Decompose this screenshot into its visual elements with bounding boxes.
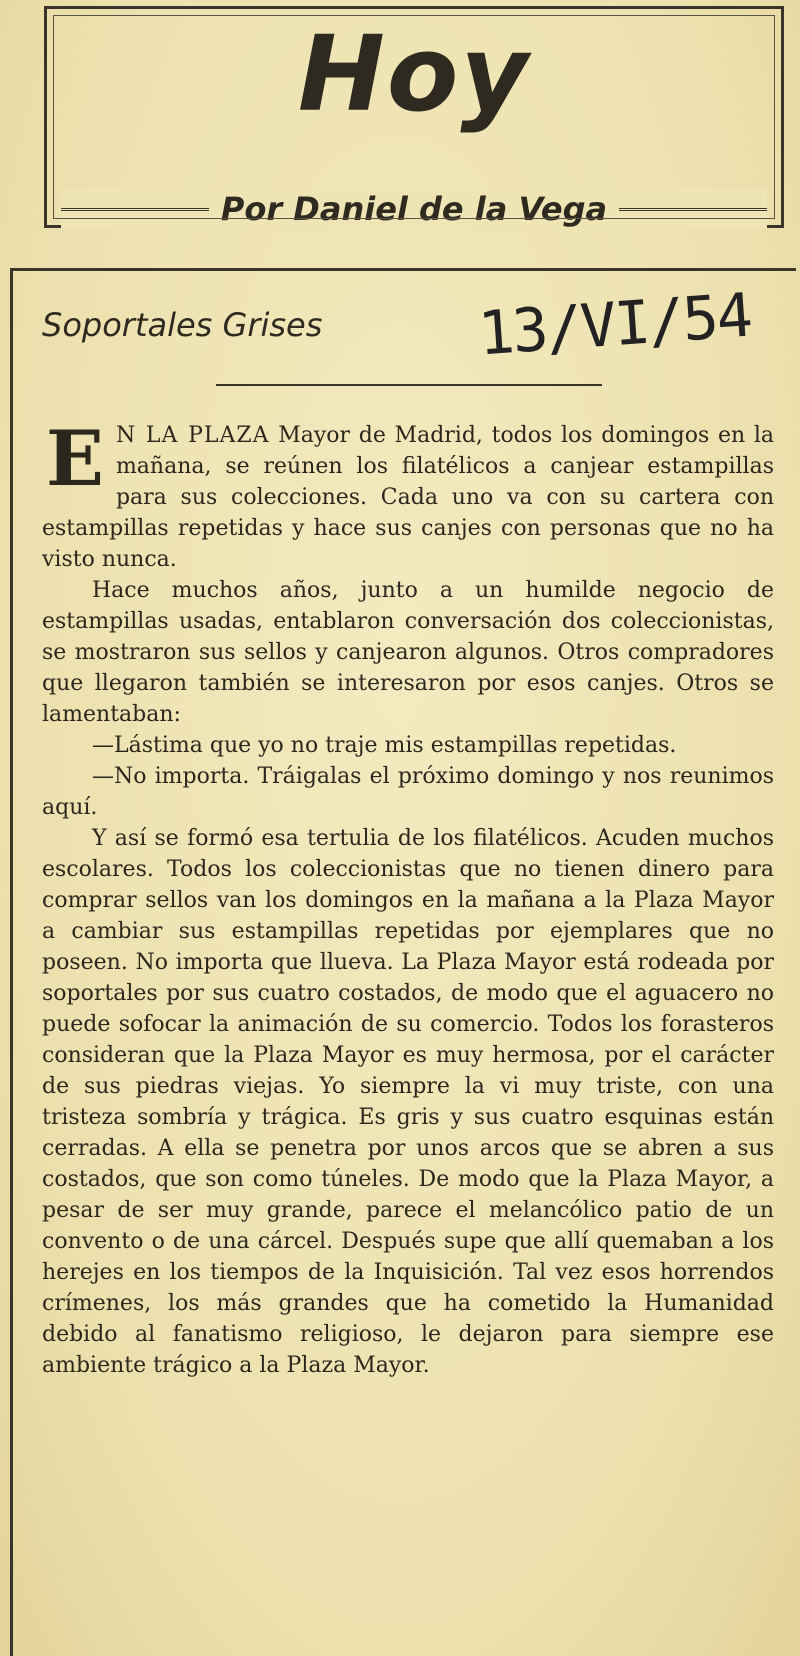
lead-caps: N LA PLAZA bbox=[115, 423, 270, 448]
article-paragraph: —Lástima que yo no traje mis estampillas repetidas. bbox=[92, 733, 677, 758]
masthead-box bbox=[44, 6, 784, 228]
byline: Por Daniel de la Vega bbox=[220, 190, 608, 228]
title-rule bbox=[216, 384, 602, 386]
column-title: Soportales Grises bbox=[42, 306, 323, 344]
byline-rule-right bbox=[619, 208, 767, 211]
article-paragraph: —No importa. Tráigalas el próximo domingo y nos reunimos aquí. bbox=[42, 764, 774, 820]
article-paragraph: Hace muchos años, junto a un humilde negocio de estampillas usadas, entablaron conversación dos coleccionistas, se mostraron sus sellos y canjearon algunos. Otros compradores que llegaron también se interesaron por esos canjes. Otros se lamentaban: bbox=[42, 578, 774, 727]
masthead-title: Hoy bbox=[297, 13, 531, 135]
article-paragraph bbox=[42, 414, 774, 575]
paragraph-text: Mayor de Madrid, todos los domingos en la mañana, se reúnen los filatélicos a canjear estampillas para sus colecciones. Cada uno va con su cartera con estampillas repetidas y hace sus canjes con personas que no ha visto nunca. bbox=[42, 423, 774, 572]
article-paragraph: Y así se formó esa tertulia de los filatélicos. Acuden muchos escolares. Todos los coleccionistas que no tienen dinero para comprar sellos van los domingos en la mañana a la Plaza Mayor a cambiar sus estampillas repetidas por ejemplares que no poseen. No importa que llueva. La Plaza Mayor está rodeada por soportales por sus cuatro costados, de modo que el aguacero no puede sofocar la animación de su comercio. Todos los forasteros consideran que la Plaza Mayor es muy hermosa, por el carácter de sus piedras viejas. Yo siempre la vi muy triste, con una tristeza sombría y trágica. Es gris y sus cuatro esquinas están cerradas. A ella se penetra por unos arcos que se abren a sus costados, que son como túneles. De modo que la Plaza Mayor, a pesar de ser muy grande, parece el melancólico patio de un convento o de una cárcel. Después supe que allí quemaban a los herejes en los tiempos de la Inquisición. Tal vez esos horrendos crímenes, los más grandes que ha cometido la Humanidad debido al fanatismo religioso, le dejaron para siempre ese ambiente trágico a la Plaza Mayor. bbox=[42, 826, 774, 1378]
article-body bbox=[42, 414, 774, 1381]
handwritten-date: 13/VI/54 bbox=[475, 280, 754, 370]
byline-row bbox=[61, 189, 767, 229]
byline-rule-left bbox=[61, 208, 209, 211]
drop-cap: E bbox=[46, 414, 104, 503]
